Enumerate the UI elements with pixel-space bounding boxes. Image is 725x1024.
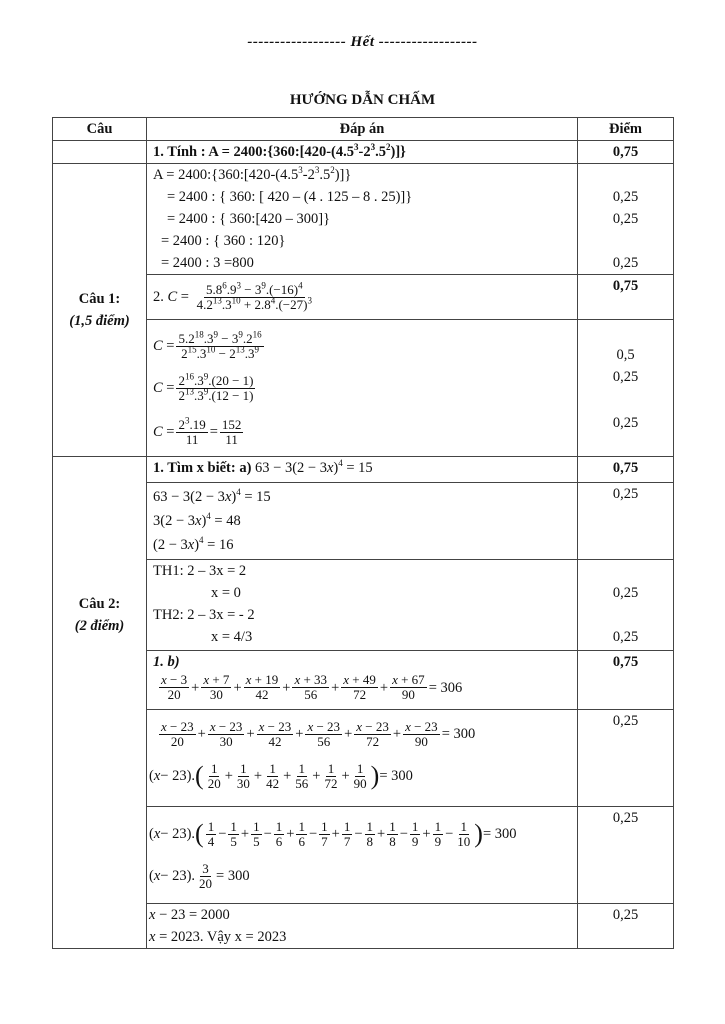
question-1-1: 1. Tính : $A = 2400:\{360:[420-(4.5^3-2^3.5^2)]\}$ [147,141,578,164]
score-cell: 0,25 [578,904,674,949]
solution-2-2-b [147,807,578,904]
table-row [53,560,674,651]
score-cell: 0,25 [578,807,674,904]
table-row [53,275,674,320]
table-row [53,710,674,807]
solution-line: x − 23 = 2000 [149,907,230,923]
cau-cell-empty [53,141,147,164]
score-line: 0,25 [612,369,639,385]
score-line [584,164,667,186]
cau-1-cell [53,164,147,457]
solution-line: $(2 - 3x)^4 = 16$ [153,535,234,553]
table-row [53,807,674,904]
solution-line: TH2: 2 – 3x = - 2 [153,607,255,623]
solution-line: = 2400 : { 360:[420 – 300]} [167,211,331,227]
score-cell: 0,75 [578,651,674,710]
solution-line: ( x − 23). ( $\frac{1}{20}$ + $\frac{1}{30}$ + $\frac{1}{42}$ + $\frac{1}{56}$ + $\frac{1}{72}$ + $\frac{1}{90}$ ) = 300 [149,760,413,791]
solution-line: C = $\frac{5.2^{18}.3^9 - 3^9.2^{16}}{2^{15}.3^{10} - 2^{13}.3^9}$ [153,329,262,361]
table-row [53,651,674,710]
score-cell [578,320,674,457]
score-line [584,604,667,626]
table-row [53,904,674,949]
cau-2-cell [53,457,147,949]
cau-2-label: Câu 2: [78,595,121,612]
score-cell: 0,25 [578,710,674,807]
score-cell: 0,75 [578,275,674,320]
solution-line: = 2400 : { 360: [ 420 – (4 . 125 – 8 . 25)]} [167,189,413,205]
solution-2-2-a [147,710,578,807]
table-row [53,141,674,164]
solution-line: $\frac{x - 23}{20}$ + $\frac{x - 23}{30}$ + $\frac{x - 23}{42}$ + $\frac{x - 23}{56}$ + $\frac{x - 23}{72}$ + $\frac{x - 23}{90}$ = 300 [161,718,476,749]
score-cell: 0,75 [578,457,674,483]
question-2-1: 1. Tìm x biết: a) $63 - 3(2 - 3x)^4 = 15$ [147,457,578,483]
solution-line: C = $\frac{2^3.19}{11}$ = $\frac{152}{11}$ [153,415,242,447]
solution-2-1-cases [147,560,578,651]
solution-line: = 2400 : { 360 : 120} [161,233,286,249]
score-line [584,560,667,582]
question-1-2: 2. C = $\frac{5.8^6.9^3 - 3^9.(-16)^4}{4.2^{13}.3^{10} + 2.8^4.(-27)^3}$ [147,275,578,320]
score-line: 0,25 [612,211,639,227]
solution-line: C = $\frac{2^{16}.3^9.(20 - 1)}{2^{13}.3^9.(12 - 1)}$ [153,371,254,403]
table-row [53,164,674,275]
table-row [53,457,674,483]
solution-line: $A = 2400:\{360:[420-(4.5^3-2^3.5^2)]\}$ [153,165,352,183]
equation-line: $\frac{x - 3}{20}$ + $\frac{x + 7}{30}$ + $\frac{x + 19}{42}$ + $\frac{x + 33}{56}$ + $\frac{x + 49}{72}$ + $\frac{x + 67}{90}$ = 306 [161,672,463,702]
score-line [584,230,667,252]
cau-1-points: (1,5 điểm) [69,313,130,329]
question-2-2 [147,651,578,710]
cau-2-points: (2 điểm) [74,617,125,634]
solution-line: $3(2 - 3x)^4 = 48$ [153,511,241,529]
solution-line: x = 0 [211,585,241,601]
solution-line: x = 2023. Vậy x = 2023 [149,929,287,945]
answer-table [52,117,674,949]
score-cell [578,560,674,651]
end-marker: ------------------ Hết ------------------ [247,34,478,50]
page-title: HƯỚNG DẪN CHẤM [289,92,436,108]
solution-line: TH1: 2 – 3x = 2 [153,563,247,579]
fraction-c: $\frac{5.8^6.9^3 - 3^9.(-16)^4}{4.2^{13}.3^{10} + 2.8^4.(-27)^3}$ [196,280,312,312]
question-1-2-label: 2. [153,289,164,305]
header-cau: Câu [53,118,147,141]
solution-2-2-c [147,904,578,949]
score-line: 0,25 [612,189,639,205]
solution-line: ( x − 23). $\frac{3}{20}$ = 300 [149,860,250,891]
table-row [53,320,674,457]
score-cell: 0,25 [578,483,674,560]
score-line: 0,5 [616,347,635,363]
score-line: 0,25 [612,255,639,271]
table-row [53,483,674,560]
solution-1-1 [147,164,578,275]
score-line: 0,25 [612,415,639,431]
score-line: 0,25 [612,585,639,601]
question-2-1-label: 1. Tìm x biết: a) [153,460,252,476]
question-2-2-label: 1. b) [153,654,180,670]
solution-line: = 2400 : 3 =800 [161,255,254,271]
solution-1-2 [147,320,578,457]
header-diem: Điểm [578,118,674,141]
score-cell: 0,75 [578,141,674,164]
solution-2-1 [147,483,578,560]
solution-line: x = 4/3 [211,629,253,645]
score-line: 0,25 [612,629,639,645]
solution-line: ( x − 23). ( $\frac{1}{4}$ − $\frac{1}{5}$ + $\frac{1}{5}$ − $\frac{1}{6}$ + $\frac{1}{6}$ − $\frac{1}{7}$ + $\frac{1}{7}$ − $\frac{1}{8}$ + $\frac{1}{8}$ − $\frac{1}{9}$ + $\frac{1}{9}$ − $\frac{1}{10}$ ) = 300 [149,818,517,849]
score-cell [578,164,674,275]
table-header-row [53,118,674,141]
cau-1-label: Câu 1: [78,291,121,307]
solution-line: $63 - 3(2 - 3x)^4 = 15$ [153,487,271,505]
header-dapan: Đáp án [147,118,578,141]
conclusion-text: Vậy x = 2023 [206,929,287,945]
